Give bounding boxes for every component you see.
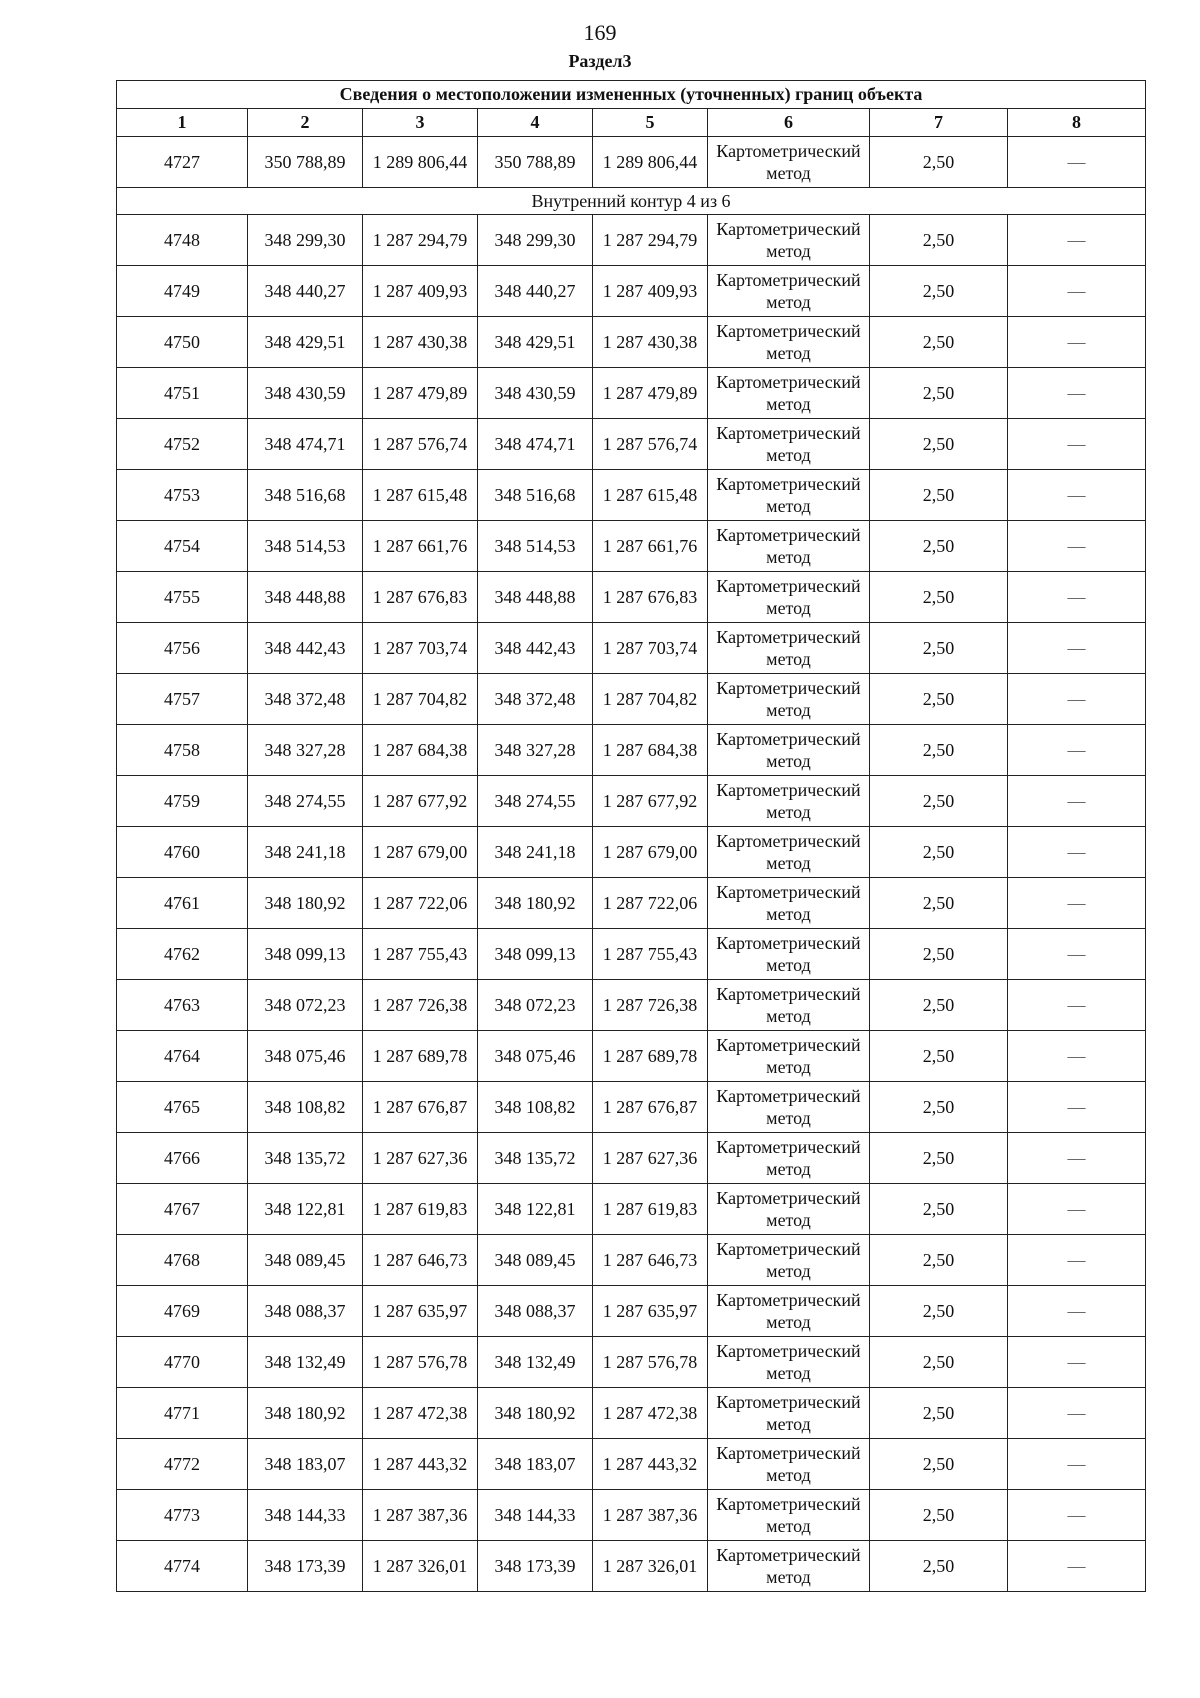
old-y: 1 287 576,74	[363, 419, 478, 470]
new-x: 348 122,81	[478, 1184, 593, 1235]
method: Картометрический метод	[708, 1337, 870, 1388]
table-row	[117, 572, 1146, 623]
accuracy: 2,50	[870, 623, 1008, 674]
new-y: 1 287 677,92	[593, 776, 708, 827]
point-number: 4774	[117, 1541, 248, 1592]
accuracy: 2,50	[870, 776, 1008, 827]
column-number: 1	[117, 109, 248, 137]
point-number: 4753	[117, 470, 248, 521]
method: Картометрический метод	[708, 470, 870, 521]
old-y: 1 287 689,78	[363, 1031, 478, 1082]
old-x: 350 788,89	[248, 137, 363, 188]
method: Картометрический метод	[708, 980, 870, 1031]
new-x: 348 088,37	[478, 1286, 593, 1337]
note-dash: —	[1008, 1490, 1146, 1541]
page-number: 169	[583, 20, 617, 45]
new-x: 348 448,88	[478, 572, 593, 623]
note-dash: —	[1008, 1541, 1146, 1592]
method: Картометрический метод	[708, 623, 870, 674]
old-y: 1 287 676,83	[363, 572, 478, 623]
note-dash: —	[1008, 419, 1146, 470]
new-y: 1 287 726,38	[593, 980, 708, 1031]
old-y: 1 287 677,92	[363, 776, 478, 827]
method: Картометрический метод	[708, 827, 870, 878]
old-y: 1 287 684,38	[363, 725, 478, 776]
accuracy: 2,50	[870, 1286, 1008, 1337]
old-y: 1 287 576,78	[363, 1337, 478, 1388]
old-y: 1 287 479,89	[363, 368, 478, 419]
column-number: 5	[593, 109, 708, 137]
note-dash: —	[1008, 827, 1146, 878]
column-number: 7	[870, 109, 1008, 137]
method: Картометрический метод	[708, 521, 870, 572]
new-x: 348 180,92	[478, 878, 593, 929]
table-row	[117, 725, 1146, 776]
old-y: 1 289 806,44	[363, 137, 478, 188]
point-number: 4749	[117, 266, 248, 317]
note-dash: —	[1008, 1184, 1146, 1235]
accuracy: 2,50	[870, 1184, 1008, 1235]
new-y: 1 287 722,06	[593, 878, 708, 929]
contour-row	[117, 188, 1146, 215]
new-y: 1 287 755,43	[593, 929, 708, 980]
method: Картометрический метод	[708, 878, 870, 929]
table-row	[117, 1286, 1146, 1337]
point-number: 4751	[117, 368, 248, 419]
old-y: 1 287 703,74	[363, 623, 478, 674]
new-x: 348 474,71	[478, 419, 593, 470]
old-x: 348 514,53	[248, 521, 363, 572]
accuracy: 2,50	[870, 1235, 1008, 1286]
point-number: 4756	[117, 623, 248, 674]
method: Картометрический метод	[708, 419, 870, 470]
method: Картометрический метод	[708, 1490, 870, 1541]
old-x: 348 430,59	[248, 368, 363, 419]
new-y: 1 287 479,89	[593, 368, 708, 419]
method: Картометрический метод	[708, 725, 870, 776]
new-x: 348 241,18	[478, 827, 593, 878]
point-number: 4773	[117, 1490, 248, 1541]
accuracy: 2,50	[870, 368, 1008, 419]
point-number: 4766	[117, 1133, 248, 1184]
old-x: 348 274,55	[248, 776, 363, 827]
accuracy: 2,50	[870, 137, 1008, 188]
note-dash: —	[1008, 317, 1146, 368]
new-y: 1 287 576,74	[593, 419, 708, 470]
new-y: 1 287 615,48	[593, 470, 708, 521]
note-dash: —	[1008, 623, 1146, 674]
table-row	[117, 317, 1146, 368]
new-y: 1 287 619,83	[593, 1184, 708, 1235]
new-x: 348 274,55	[478, 776, 593, 827]
method: Картометрический метод	[708, 1031, 870, 1082]
new-x: 348 135,72	[478, 1133, 593, 1184]
table-row	[117, 1184, 1146, 1235]
old-x: 348 429,51	[248, 317, 363, 368]
old-y: 1 287 679,00	[363, 827, 478, 878]
table-row	[117, 1490, 1146, 1541]
new-y: 1 287 676,87	[593, 1082, 708, 1133]
new-x: 348 144,33	[478, 1490, 593, 1541]
new-x: 348 516,68	[478, 470, 593, 521]
new-y: 1 287 472,38	[593, 1388, 708, 1439]
old-x: 348 474,71	[248, 419, 363, 470]
old-x: 348 144,33	[248, 1490, 363, 1541]
accuracy: 2,50	[870, 674, 1008, 725]
old-y: 1 287 726,38	[363, 980, 478, 1031]
accuracy: 2,50	[870, 725, 1008, 776]
point-number: 4772	[117, 1439, 248, 1490]
accuracy: 2,50	[870, 1388, 1008, 1439]
note-dash: —	[1008, 137, 1146, 188]
table-row	[117, 419, 1146, 470]
point-number: 4755	[117, 572, 248, 623]
note-dash: —	[1008, 674, 1146, 725]
method: Картометрический метод	[708, 368, 870, 419]
table-row	[117, 1082, 1146, 1133]
accuracy: 2,50	[870, 317, 1008, 368]
new-x: 348 099,13	[478, 929, 593, 980]
table-row	[117, 674, 1146, 725]
point-number: 4752	[117, 419, 248, 470]
new-y: 1 287 443,32	[593, 1439, 708, 1490]
old-y: 1 287 430,38	[363, 317, 478, 368]
note-dash: —	[1008, 980, 1146, 1031]
method: Картометрический метод	[708, 1133, 870, 1184]
old-x: 348 072,23	[248, 980, 363, 1031]
method: Картометрический метод	[708, 1184, 870, 1235]
point-number: 4758	[117, 725, 248, 776]
point-number: 4767	[117, 1184, 248, 1235]
point-number: 4763	[117, 980, 248, 1031]
new-x: 348 299,30	[478, 215, 593, 266]
new-y: 1 287 627,36	[593, 1133, 708, 1184]
method: Картометрический метод	[708, 572, 870, 623]
point-number: 4762	[117, 929, 248, 980]
new-x: 348 072,23	[478, 980, 593, 1031]
method: Картометрический метод	[708, 776, 870, 827]
accuracy: 2,50	[870, 1439, 1008, 1490]
table-caption: Сведения о местоположении измененных (уточненных) границ объекта	[117, 81, 1146, 109]
point-number: 4761	[117, 878, 248, 929]
table-body	[117, 137, 1146, 1592]
table-row	[117, 1439, 1146, 1490]
column-number: 4	[478, 109, 593, 137]
new-x: 348 108,82	[478, 1082, 593, 1133]
method: Картометрический метод	[708, 1439, 870, 1490]
method: Картометрический метод	[708, 674, 870, 725]
table-row	[117, 1031, 1146, 1082]
new-x: 348 442,43	[478, 623, 593, 674]
new-x: 348 327,28	[478, 725, 593, 776]
accuracy: 2,50	[870, 1031, 1008, 1082]
new-y: 1 287 646,73	[593, 1235, 708, 1286]
old-y: 1 287 409,93	[363, 266, 478, 317]
new-y: 1 287 294,79	[593, 215, 708, 266]
old-x: 348 440,27	[248, 266, 363, 317]
note-dash: —	[1008, 929, 1146, 980]
new-x: 348 440,27	[478, 266, 593, 317]
note-dash: —	[1008, 1388, 1146, 1439]
table-row	[117, 827, 1146, 878]
note-dash: —	[1008, 1031, 1146, 1082]
accuracy: 2,50	[870, 470, 1008, 521]
old-x: 348 327,28	[248, 725, 363, 776]
table-row	[117, 1337, 1146, 1388]
accuracy: 2,50	[870, 1541, 1008, 1592]
point-number: 4768	[117, 1235, 248, 1286]
table-row	[117, 1541, 1146, 1592]
note-dash: —	[1008, 1235, 1146, 1286]
new-y: 1 287 387,36	[593, 1490, 708, 1541]
method: Картометрический метод	[708, 1082, 870, 1133]
old-y: 1 287 755,43	[363, 929, 478, 980]
column-number: 2	[248, 109, 363, 137]
new-x: 350 788,89	[478, 137, 593, 188]
old-y: 1 287 635,97	[363, 1286, 478, 1337]
old-y: 1 287 326,01	[363, 1541, 478, 1592]
method: Картометрический метод	[708, 1286, 870, 1337]
note-dash: —	[1008, 470, 1146, 521]
old-y: 1 287 661,76	[363, 521, 478, 572]
accuracy: 2,50	[870, 827, 1008, 878]
new-y: 1 287 576,78	[593, 1337, 708, 1388]
column-number: 8	[1008, 109, 1146, 137]
note-dash: —	[1008, 1439, 1146, 1490]
point-number: 4754	[117, 521, 248, 572]
point-number: 4769	[117, 1286, 248, 1337]
accuracy: 2,50	[870, 1082, 1008, 1133]
point-number: 4760	[117, 827, 248, 878]
new-x: 348 430,59	[478, 368, 593, 419]
old-x: 348 108,82	[248, 1082, 363, 1133]
new-x: 348 075,46	[478, 1031, 593, 1082]
old-x: 348 183,07	[248, 1439, 363, 1490]
old-x: 348 180,92	[248, 878, 363, 929]
new-y: 1 287 326,01	[593, 1541, 708, 1592]
old-y: 1 287 615,48	[363, 470, 478, 521]
table-row	[117, 1133, 1146, 1184]
old-y: 1 287 619,83	[363, 1184, 478, 1235]
old-x: 348 099,13	[248, 929, 363, 980]
method: Картометрический метод	[708, 317, 870, 368]
old-y: 1 287 676,87	[363, 1082, 478, 1133]
old-y: 1 287 627,36	[363, 1133, 478, 1184]
new-y: 1 287 676,83	[593, 572, 708, 623]
new-x: 348 089,45	[478, 1235, 593, 1286]
new-x: 348 173,39	[478, 1541, 593, 1592]
old-x: 348 122,81	[248, 1184, 363, 1235]
note-dash: —	[1008, 1286, 1146, 1337]
point-number: 4765	[117, 1082, 248, 1133]
old-x: 348 089,45	[248, 1235, 363, 1286]
old-x: 348 372,48	[248, 674, 363, 725]
old-x: 348 088,37	[248, 1286, 363, 1337]
old-y: 1 287 387,36	[363, 1490, 478, 1541]
new-y: 1 287 703,74	[593, 623, 708, 674]
point-number: 4750	[117, 317, 248, 368]
new-y: 1 287 635,97	[593, 1286, 708, 1337]
new-y: 1 287 430,38	[593, 317, 708, 368]
coordinates-table	[116, 80, 1146, 1592]
table-row	[117, 521, 1146, 572]
accuracy: 2,50	[870, 1337, 1008, 1388]
note-dash: —	[1008, 266, 1146, 317]
table-row	[117, 623, 1146, 674]
table-row	[117, 878, 1146, 929]
new-y: 1 287 684,38	[593, 725, 708, 776]
table-row	[117, 1235, 1146, 1286]
new-y: 1 287 704,82	[593, 674, 708, 725]
accuracy: 2,50	[870, 266, 1008, 317]
column-numbers-row	[117, 109, 1146, 137]
table-row	[117, 470, 1146, 521]
method: Картометрический метод	[708, 266, 870, 317]
note-dash: —	[1008, 725, 1146, 776]
point-number: 4757	[117, 674, 248, 725]
new-y: 1 287 689,78	[593, 1031, 708, 1082]
point-number: 4770	[117, 1337, 248, 1388]
new-x: 348 429,51	[478, 317, 593, 368]
method: Картометрический метод	[708, 1235, 870, 1286]
accuracy: 2,50	[870, 1133, 1008, 1184]
table-row	[117, 137, 1146, 188]
old-x: 348 135,72	[248, 1133, 363, 1184]
new-x: 348 180,92	[478, 1388, 593, 1439]
note-dash: —	[1008, 521, 1146, 572]
method: Картометрический метод	[708, 215, 870, 266]
table-row	[117, 368, 1146, 419]
old-x: 348 442,43	[248, 623, 363, 674]
table-row	[117, 776, 1146, 827]
column-number: 3	[363, 109, 478, 137]
old-x: 348 241,18	[248, 827, 363, 878]
old-x: 348 075,46	[248, 1031, 363, 1082]
section-title: Раздел3	[568, 51, 632, 71]
point-number: 4771	[117, 1388, 248, 1439]
new-x: 348 514,53	[478, 521, 593, 572]
accuracy: 2,50	[870, 1490, 1008, 1541]
old-y: 1 287 722,06	[363, 878, 478, 929]
note-dash: —	[1008, 1133, 1146, 1184]
point-number: 4759	[117, 776, 248, 827]
note-dash: —	[1008, 368, 1146, 419]
method: Картометрический метод	[708, 1388, 870, 1439]
method: Картометрический метод	[708, 929, 870, 980]
accuracy: 2,50	[870, 215, 1008, 266]
old-y: 1 287 472,38	[363, 1388, 478, 1439]
table-row	[117, 215, 1146, 266]
table-row	[117, 266, 1146, 317]
note-dash: —	[1008, 1337, 1146, 1388]
new-x: 348 372,48	[478, 674, 593, 725]
method: Картометрический метод	[708, 137, 870, 188]
old-y: 1 287 704,82	[363, 674, 478, 725]
accuracy: 2,50	[870, 929, 1008, 980]
note-dash: —	[1008, 1082, 1146, 1133]
note-dash: —	[1008, 572, 1146, 623]
new-x: 348 183,07	[478, 1439, 593, 1490]
new-x: 348 132,49	[478, 1337, 593, 1388]
column-number: 6	[708, 109, 870, 137]
old-y: 1 287 443,32	[363, 1439, 478, 1490]
old-y: 1 287 646,73	[363, 1235, 478, 1286]
new-y: 1 287 409,93	[593, 266, 708, 317]
point-number: 4748	[117, 215, 248, 266]
accuracy: 2,50	[870, 980, 1008, 1031]
old-x: 348 448,88	[248, 572, 363, 623]
accuracy: 2,50	[870, 572, 1008, 623]
new-y: 1 289 806,44	[593, 137, 708, 188]
old-x: 348 132,49	[248, 1337, 363, 1388]
old-x: 348 180,92	[248, 1388, 363, 1439]
old-x: 348 173,39	[248, 1541, 363, 1592]
old-y: 1 287 294,79	[363, 215, 478, 266]
contour-label: Внутренний контур 4 из 6	[117, 188, 1146, 215]
accuracy: 2,50	[870, 521, 1008, 572]
point-number: 4764	[117, 1031, 248, 1082]
old-x: 348 299,30	[248, 215, 363, 266]
note-dash: —	[1008, 878, 1146, 929]
note-dash: —	[1008, 215, 1146, 266]
old-x: 348 516,68	[248, 470, 363, 521]
note-dash: —	[1008, 776, 1146, 827]
new-y: 1 287 661,76	[593, 521, 708, 572]
table-row	[117, 1388, 1146, 1439]
point-number: 4727	[117, 137, 248, 188]
accuracy: 2,50	[870, 878, 1008, 929]
new-y: 1 287 679,00	[593, 827, 708, 878]
accuracy: 2,50	[870, 419, 1008, 470]
table-row	[117, 929, 1146, 980]
table-row	[117, 980, 1146, 1031]
method: Картометрический метод	[708, 1541, 870, 1592]
